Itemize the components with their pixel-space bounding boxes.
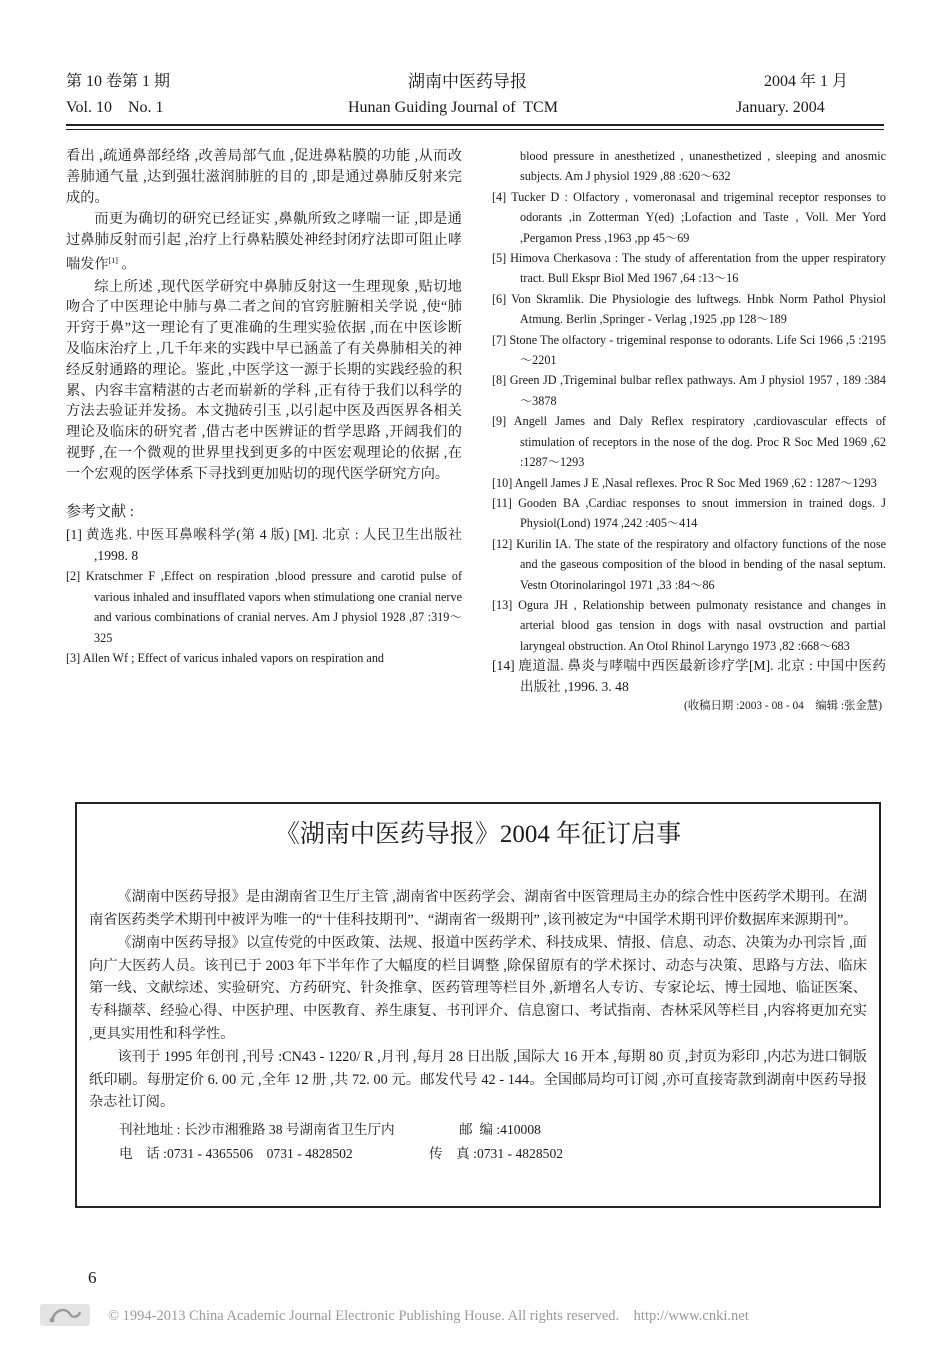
notice-postcode: 邮 编 :410008 [459, 1121, 541, 1137]
reference-item: [14] 鹿道温. 鼻炎与哮喘中西医最新诊疗学[M]. 北京 : 中国中医药出版社 ,1996. 3. 48 [492, 658, 886, 694]
reference-item: [7] Stone The olfactory - trigeminal response to odorants. Life Sci 1966 ,5 :2195～2201 [492, 332, 886, 368]
notice-contact-line [89, 1142, 867, 1166]
reference-item: [6] Von Skramlik. Die Physiologie des luftwegs. Hnbk Norm Pathol Physiol Atmung. Berlin ,Springer - Verlag ,1925 ,pp 128～189 [492, 291, 886, 327]
page-number: 6 [88, 1268, 97, 1287]
subscription-notice [75, 802, 881, 1208]
body-paragraph [66, 209, 462, 275]
reference-item: [3] Allen Wf ; Effect of varicus inhaled vapors on respiration and [66, 650, 385, 665]
reference-item: [13] Ogura JH , Relationship between pulmonaty resistance and changes in arterial blood gas tension in dogs with nasal ovstruction and partial laryngeal obstruction. An Otol Rhinol Laryngo 1973 ,82 :668～683 [492, 597, 886, 653]
notice-contact-line [89, 1118, 867, 1142]
references-heading: 参考文献 : [66, 504, 134, 521]
date-cn: 2004 年 1 月 [764, 73, 849, 90]
date-en: January. 2004 [736, 99, 825, 116]
footer [36, 1300, 916, 1334]
notice-fax: 传 真 :0731 - 4828502 [429, 1145, 564, 1161]
reference-item: [5] Himova Cherkasova : The study of afferentation from the upper respiratory tract. Bull Ekspr Biol Med 1967 ,64 :13～16 [492, 251, 886, 286]
header-rule-thick [66, 124, 884, 126]
notice-paragraph: 《湖南中医药导报》是由湖南省卫生厅主管 ,湖南省中医药学会、湖南省中医管理局主办的综合性中医药学术期刊。在湖南省医药类学术期刊中被评为唯一的“十佳科技期刊”、“湖南省一级期刊” ,该刊被定为“中国学术期刊评价数据库来源期刊”。 [89, 889, 867, 928]
notice-address: 刊社地址 : 长沙市湘雅路 38 号湖南省卫生厅内 [119, 1121, 395, 1137]
reference-item: [8] Green JD ,Trigeminal bulbar reflex pathways. Am J physiol 1957 , 189 :384～3878 [492, 373, 886, 408]
reference-item: [4] Tucker D : Olfactory , vomeronasal and trigeminal receptor responses to odorants ,in Zotterman Y(ed) ;Lofaction and Taste , Voll. Mer Yord ,Pergamon Press ,1963 ,pp 45～69 [492, 189, 886, 245]
reference-item: [1] 黄选兆. 中医耳鼻喉科学(第 4 版) [M]. 北京 : 人民卫生出版社 ,1998. 8 [66, 527, 462, 563]
reference-item: [2] Kratschmer F ,Effect on respiration ,blood pressure and carotid pulse of various inhaled and insufflated vapors when stimulationg one cranial nerve and various combinations of cranial nerves. Am J physiol 1928 ,87 :319～325 [66, 569, 462, 645]
body-text: 而更为确切的研究已经证实 ,鼻鼽所致之哮喘一证 ,即是通过鼻肺反射而引起 ,治疗上行鼻粘膜处神经封闭疗法即可阻止哮喘发作 [66, 211, 462, 273]
body-paragraph: 综上所述 ,现代医学研究中鼻肺反射这一生理现象 ,贴切地吻合了中医理论中肺与鼻二者之间的官窍脏腑相关学说 ,使“肺开窍于鼻”这一理论有了更准确的生理实验依据 ,而在中医诊断及临床治疗上 ,几千年来的实践中早已涵盖了有关鼻肺相关的神经反射通路的理论。鉴此 ,中医学这一源于长期的实践经验的积累、内容丰富精湛的古老而崭新的学科 ,正有待于我们以科学的方法去验证并发扬。本文抛砖引玉 ,以引起中医及西医界各相关理论及临床的研究者 ,借古老中医辨证的哲学思路 ,开阔我们的视野 ,在一个微观的世界里找到更多的中医宏观理论的依据 ,在一个宏观的医学体系下寻找到更加贴切的现代医学研究方向。 [66, 278, 462, 482]
body-text: 。 [117, 256, 136, 273]
notice-paragraph: 该刊于 1995 年创刊 ,刊号 :CN43 - 1220/ R ,月刊 ,每月 28 日出版 ,国际大 16 开本 ,每期 80 页 ,封页为彩印 ,内芯为进口铜版纸印刷。每册定价 6. 00 元 ,全年 12 册 ,共 72. 00 元。邮发代号 42 - 144。全国邮局均可订阅 ,亦可直接寄款到湖南中医药导报杂志社订阅。 [89, 1049, 867, 1111]
reference-continuation: blood pressure in anesthetized , unanesthetized , sleeping and anosmic subjects. Am J physiol 1929 ,88 :620～632 [520, 149, 886, 184]
notice-phone: 电 话 :0731 - 4365506 0731 - 4828502 [119, 1145, 353, 1161]
cnki-logo-icon [36, 1300, 94, 1330]
journal-title-cn: 湖南中医药导报 [408, 72, 527, 91]
received-date: (收稿日期 :2003 - 08 - 04 编辑 :张金慧) [683, 699, 882, 712]
volume-cn: 第 10 卷第 1 期 [66, 73, 171, 90]
volume-en: Vol. 10 No. 1 [66, 99, 164, 116]
reference-item: [11] Gooden BA ,Cardiac responses to snout immersion in trained dogs. J Physiol(Lond) 1974 ,242 :405～414 [492, 495, 886, 531]
citation-mark[interactable]: [1] [108, 255, 118, 265]
notice-body [89, 886, 867, 1166]
left-column [66, 146, 462, 668]
body-paragraph: 看出 ,疏通鼻部经络 ,改善局部气血 ,促进鼻粘膜的功能 ,从而改善肺通气量 ,达到强壮滋润肺脏的目的 ,即是通过鼻肺反射来完成的。 [66, 148, 462, 206]
copyright-text: © 1994-2013 China Academic Journal Electronic Publishing House. All rights reserved. http://www.cnki.net [108, 1308, 749, 1324]
notice-title: 《湖南中医药导报》2004 年征订启事 [274, 821, 682, 848]
header-rule-thin [66, 129, 884, 130]
notice-paragraph: 《湖南中医药导报》以宣传党的中医政策、法规、报道中医药学术、科技成果、情报、信息、动态、决策为办刊宗旨 ,面向广大医药人员。该刊已于 2003 年下半年作了大幅度的栏目调整 ,除保留原有的学术探讨、动态与决策、思路与方法、临床第一线、文献综述、实验研究、方药研究、针灸推拿、医药管理等栏目外 ,新增名人专访、专家论坛、博士园地、临证医案、专科撷萃、经验心得、中医护理、中医教育、养生康复、书刊评介、信息窗口、考试指南、杏林采风等栏目 ,内容将更加充实 ,更具实用性和科学性。 [89, 935, 867, 1042]
right-column [492, 146, 886, 715]
journal-title-en: Hunan Guiding Journal of TCM [348, 99, 558, 116]
reference-item: [9] Angell James and Daly Reflex respiratory ,cardiovascular effects of stimulation of receptors in the nose of the dog. Proc R Soc Med 1969 ,62 :1287～1293 [492, 414, 886, 470]
reference-item: [12] Kurilin IA. The state of the respiratory and olfactory functions of the nose and the gaseous composition of the blood in bending of the nasal septum. Vestn Otorinolaringol 1971 ,33 :84～86 [492, 536, 886, 592]
reference-item: [10] Angell James J E ,Nasal reflexes. Proc R Soc Med 1969 ,62 : 1287～1293 [492, 475, 877, 490]
